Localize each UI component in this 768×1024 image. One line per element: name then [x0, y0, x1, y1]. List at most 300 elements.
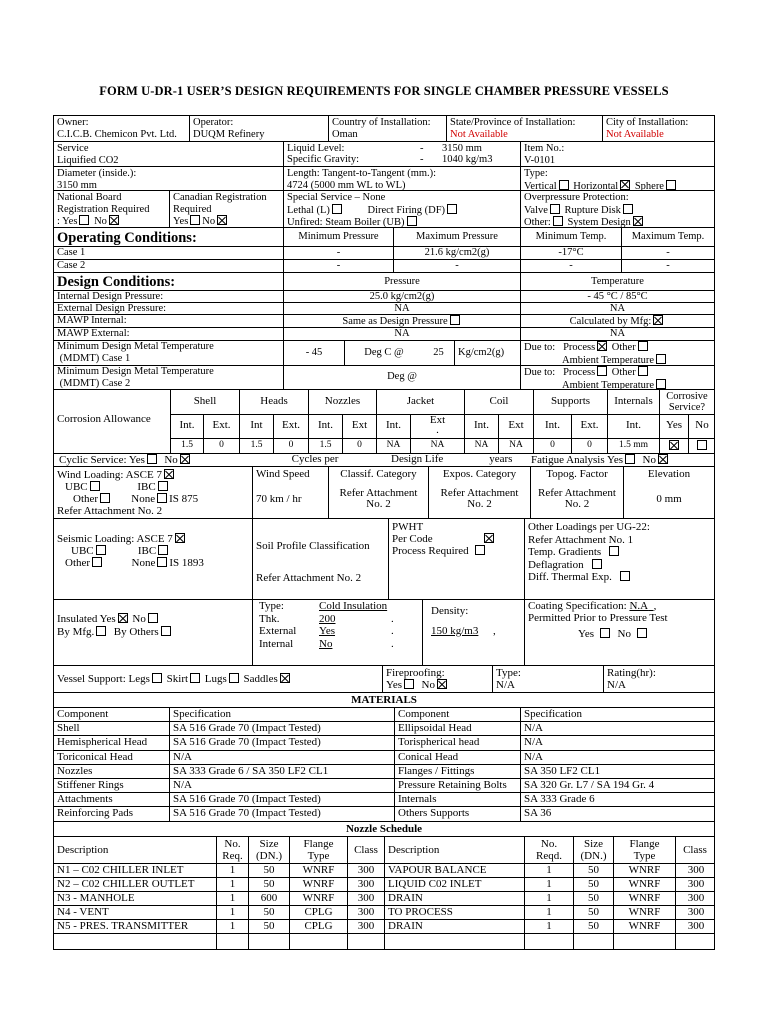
other-label: Other:: [524, 217, 551, 227]
nozzle-desc: DRAIN: [384, 892, 524, 905]
dot: .: [391, 612, 394, 625]
corrosion-sub-header: Ext.: [203, 414, 239, 438]
corrosion-value: 0: [273, 438, 308, 453]
nozzle-desc: VAPOUR BALANCE: [384, 864, 524, 877]
service-row: [54, 141, 714, 166]
material-specification: SA 333 Grade 6 / SA 350 LF2 CL1: [169, 765, 394, 778]
seismic-ubc-checkbox[interactable]: [96, 545, 106, 555]
dn-header-2: (DN.): [580, 850, 607, 862]
liquid-level-value: 3150 mm: [442, 143, 482, 154]
operator-label: Operator:: [193, 117, 234, 128]
material-specification: SA 516 Grade 70 (Impact Tested): [169, 736, 394, 749]
mawp-internal-row: [54, 314, 714, 327]
saddles-label: Saddles: [243, 673, 278, 685]
lethal-label: Lethal (L): [287, 204, 330, 216]
fatigue-no-checkbox[interactable]: [658, 454, 668, 464]
rupture-disk-label: Rupture Disk: [564, 204, 621, 216]
can-yes-checkbox[interactable]: [190, 215, 200, 225]
corrosive-label: Corrosive: [666, 391, 708, 402]
flange-header: Flange: [303, 838, 334, 850]
corrosion-value: 1.5: [308, 438, 342, 453]
operating-heading: Operating Conditions:: [57, 230, 197, 246]
same-as-design-label: Same as Design Pressure: [342, 316, 448, 327]
material-specification: N/A: [520, 751, 716, 764]
nozzle-no: 1: [524, 892, 573, 905]
nozzle-class: 300: [347, 864, 384, 877]
per-code-label: Per Code: [392, 533, 433, 545]
material-component: Internals: [394, 793, 520, 806]
material-component: Toriconical Head: [57, 750, 133, 763]
material-component: Hemispherical Head: [57, 736, 148, 749]
material-specification: SA 516 Grade 70 (Impact Tested): [169, 793, 394, 806]
nozzle-no: [524, 934, 573, 949]
materials-row: [54, 750, 714, 764]
kg-unit: Kg/cm2(g): [454, 341, 520, 365]
coat-yes-label: Yes: [578, 628, 595, 640]
materials-row: [54, 792, 714, 806]
nb-label: National Board: [57, 192, 122, 203]
overpressure-cell: [520, 191, 714, 227]
mdmt2-row: [54, 365, 714, 389]
other-checkbox[interactable]: [553, 216, 563, 226]
dash: -: [420, 143, 424, 154]
nozzle-row: [54, 863, 714, 877]
seismic-label: Seismic Loading: ASCE 7: [57, 533, 173, 545]
materials-col-header: Specification: [520, 708, 716, 721]
nozzle-header-row: [54, 836, 714, 863]
calculated-checkbox[interactable]: [653, 315, 663, 325]
permitted-prior-label: Permitted Prior to Pressure Test: [528, 612, 668, 624]
nozzle-desc: [54, 934, 216, 949]
nozzle-no: 1: [524, 906, 573, 919]
nozzle-flange: WNRF: [289, 878, 347, 891]
idt-value: - 45 °C / 85°C: [520, 291, 714, 302]
lugs-checkbox[interactable]: [229, 673, 239, 683]
mdmt1-other-checkbox[interactable]: [638, 341, 648, 351]
vertical-checkbox[interactable]: [559, 180, 569, 190]
coat-yes-checkbox[interactable]: [600, 628, 610, 638]
density-value: 150 kg/m3: [431, 625, 479, 637]
case1-label: Case 1: [57, 247, 86, 258]
horizontal-checkbox[interactable]: [620, 180, 630, 190]
topog-factor-label: Topog. Factor: [546, 468, 608, 480]
flange-type-header-2: Type: [633, 850, 656, 862]
wind-row: [54, 466, 714, 518]
corrosion-value: NA: [464, 438, 498, 453]
diameter-label: Diameter (inside.):: [57, 168, 137, 179]
corrosion-part-header: Nozzles: [308, 390, 376, 414]
deg-at-label: Deg @: [283, 366, 520, 389]
case1-max-pressure: 21.6 kg/cm2(g): [393, 247, 520, 259]
topog-refer-2: No. 2: [564, 498, 590, 510]
material-component: Attachments: [57, 793, 113, 806]
saddles-checkbox[interactable]: [280, 673, 290, 683]
nozzle-no: [216, 934, 248, 949]
wind-none-checkbox[interactable]: [157, 493, 167, 503]
city-cell: [602, 116, 714, 141]
mdmt2-ambient-checkbox[interactable]: [656, 379, 666, 389]
edp-value: NA: [283, 303, 520, 314]
fire-yes-label: Yes: [386, 679, 403, 691]
other-loadings-refer: Refer Attachment No. 1: [528, 533, 634, 546]
nozzle-size: 50: [573, 920, 613, 933]
valve-label: Valve: [524, 204, 548, 216]
size-header: Size: [259, 838, 279, 850]
owner-label: Owner:: [57, 117, 89, 128]
mdmt2-other-checkbox[interactable]: [638, 366, 648, 376]
corrosion-label: Corrosion Allowance: [57, 413, 151, 425]
corrosion-value: 0: [533, 438, 571, 453]
corrosion-value: NA: [376, 438, 410, 453]
seismic-other-label: Other: [65, 557, 91, 569]
design-header-row: [54, 272, 714, 290]
wind-label: Wind Loading: ASCE 7: [57, 469, 162, 481]
nozzle-class: 300: [675, 906, 716, 919]
fire-yes-checkbox[interactable]: [404, 679, 414, 689]
material-component: Nozzles: [57, 764, 93, 777]
seismic-row: [54, 518, 714, 599]
wind-other-label: Other: [73, 493, 99, 505]
unfired-checkbox[interactable]: [407, 216, 417, 226]
nozzle-desc: N3 - MANHOLE: [57, 892, 135, 904]
seismic-none-checkbox[interactable]: [157, 557, 167, 567]
operator-value: DUQM Refinery: [193, 128, 265, 140]
diff-thermal-label: Diff. Thermal Exp.: [528, 571, 612, 583]
coating-spec-value: N.A: [629, 600, 649, 612]
materials-row: [54, 735, 714, 749]
nozzle-flange: WNRF: [289, 864, 347, 877]
lethal-checkbox[interactable]: [332, 204, 342, 214]
seismic-asce-checkbox[interactable]: [175, 533, 185, 543]
nozzle-size: 50: [248, 864, 289, 877]
rupture-disk-checkbox[interactable]: [623, 204, 633, 214]
dot: .: [391, 625, 394, 637]
corrosion-sub-header: Yes: [659, 414, 688, 438]
material-specification: SA 350 LF2 CL1: [520, 765, 716, 778]
seismic-ibc-checkbox[interactable]: [158, 545, 168, 555]
corrosion-value: 1.5: [170, 438, 203, 453]
country-value: Oman: [332, 128, 358, 140]
case1-max-temp: -: [621, 247, 714, 259]
nozzle-desc-header: Description: [57, 844, 109, 856]
nb-no-checkbox[interactable]: [109, 215, 119, 225]
fatigue-yes-checkbox[interactable]: [625, 454, 635, 464]
seismic-none-label: None: [131, 557, 156, 569]
can-no-label: No: [202, 216, 216, 227]
size-header-2: Size: [584, 838, 603, 850]
corrosive-yes-checkbox[interactable]: [669, 440, 679, 450]
material-component: Stiffener Rings: [57, 779, 124, 791]
case2-min-temp: -: [520, 260, 621, 272]
sg-label: Specific Gravity:: [287, 154, 360, 165]
corrosion-value: NA: [410, 438, 464, 453]
degc-label: Deg C @: [344, 341, 423, 365]
nozzle-flange: [289, 934, 347, 949]
process-required-checkbox[interactable]: [475, 545, 485, 555]
flange-type-header: Type: [307, 850, 330, 862]
fatigue-label: Fatigue Analysis Yes: [531, 454, 623, 466]
nozzle-class: 300: [347, 906, 384, 919]
material-component: Flanges / Fittings: [394, 765, 520, 778]
corrosive-service-header: [659, 390, 714, 414]
classif-refer: Refer Attachment: [339, 486, 418, 499]
level-cell: [283, 142, 520, 166]
diameter-row: [54, 166, 714, 190]
corrosion-value: 0: [571, 438, 607, 453]
wind-asce-checkbox[interactable]: [164, 469, 174, 479]
mawp-external-label: MAWP External:: [57, 328, 130, 339]
materials-heading: MATERIALS: [351, 694, 417, 706]
nozzle-flange: WNRF: [613, 906, 675, 919]
reqd-header: Reqd.: [536, 850, 562, 862]
wind-other-checkbox[interactable]: [100, 493, 110, 503]
temp-gradients-checkbox[interactable]: [609, 546, 619, 556]
diameter-cell: [54, 167, 283, 190]
nozzle-class: 300: [675, 864, 716, 877]
nozzle-row: [54, 905, 714, 919]
direct-firing-checkbox[interactable]: [447, 204, 457, 214]
temp-gradients-label: Temp. Gradients: [528, 546, 602, 558]
diameter-value: 3150 mm: [57, 179, 97, 190]
coat-no-checkbox[interactable]: [637, 628, 647, 638]
materials-col-header: Specification: [169, 708, 394, 721]
diff-thermal-checkbox[interactable]: [620, 571, 630, 581]
rating-value: N/A: [607, 679, 626, 691]
by-others-label: By Others: [113, 626, 159, 638]
can-yes-label: Yes: [173, 216, 189, 227]
insul-external-label: External: [259, 625, 297, 637]
idp-label: Internal Design Pressure:: [57, 291, 164, 302]
fire-no-checkbox[interactable]: [437, 679, 447, 689]
corrosion-part-header: Heads: [239, 390, 308, 414]
sg-value: 1040 kg/m3: [442, 154, 493, 165]
corrosion-sub-header: Int.: [464, 414, 498, 438]
nozzle-size: [248, 934, 289, 949]
class-header-2: Class: [675, 837, 714, 863]
rating-label: Rating(hr):: [607, 667, 656, 679]
skirt-checkbox[interactable]: [190, 673, 200, 683]
nozzle-flange: WNRF: [613, 864, 675, 877]
corrosive-no-checkbox[interactable]: [697, 440, 707, 450]
country-cell: [328, 116, 446, 141]
horizontal-label: Horizontal: [573, 180, 619, 190]
by-mfg-label: By Mfg.: [57, 626, 95, 638]
nozzle-desc: [384, 934, 524, 949]
insul-internal-label: Internal: [259, 637, 294, 650]
fire-type-value: N/A: [496, 679, 515, 691]
nozzle-no: 1: [216, 920, 248, 933]
nb-yes-label: : Yes: [57, 216, 78, 227]
pwht-label: PWHT: [392, 521, 424, 533]
elevation-value: 0 mm: [656, 492, 682, 505]
design-life-label: Design Life: [391, 454, 444, 465]
legs-checkbox[interactable]: [152, 673, 162, 683]
expos-refer: Refer Attachment: [440, 486, 519, 499]
insulated-yes-checkbox[interactable]: [118, 613, 128, 623]
mdmt-case1-label: (MDMT) Case 1: [57, 352, 131, 364]
corrosion-sub-header: Int: [239, 414, 273, 438]
case1-min-temp: -17°C: [520, 247, 621, 259]
special-service-label: Special Service – None: [287, 192, 386, 203]
state-cell: [446, 116, 602, 141]
corrosive-no-cell[interactable]: [688, 438, 715, 453]
nozzle-no: 1: [216, 878, 248, 891]
nozzle-row: [54, 891, 714, 905]
material-specification: N/A: [520, 736, 716, 749]
nozzle-size: 50: [248, 906, 289, 919]
owner-value: C.I.C.B. Chemicon Pvt. Ltd.: [57, 128, 177, 140]
corrosion-sub-header: Int.: [607, 414, 659, 438]
req-header: Req.: [222, 850, 243, 862]
insul-external-value: Yes: [319, 625, 336, 637]
mdmt1-temp: - 45: [283, 341, 344, 365]
nozzle-size: 50: [573, 906, 613, 919]
sphere-checkbox[interactable]: [666, 180, 676, 190]
corrosion-sub-header: No: [688, 414, 715, 438]
nozzle-class: 300: [347, 878, 384, 891]
insulated-yes-label: Insulated Yes: [57, 613, 116, 625]
dash: -: [420, 154, 424, 165]
seismic-ubc-label: UBC: [71, 545, 94, 557]
nozzle-no: 1: [524, 864, 573, 877]
coating-spec-label: Coating Specification:: [528, 600, 627, 612]
max-pressure-header: Maximum Pressure: [393, 228, 520, 246]
canadian-cell: [169, 191, 283, 227]
ambient-label: Ambient Temperature: [562, 354, 655, 365]
cyclic-yes-checkbox[interactable]: [147, 454, 157, 464]
nb-yes-checkbox[interactable]: [79, 215, 89, 225]
overpressure-label: Overpressure Protection:: [524, 192, 629, 203]
nozzle-size: 600: [248, 892, 289, 905]
mdmt1-process-checkbox[interactable]: [597, 341, 607, 351]
insulation-row: [54, 599, 714, 665]
cyclic-label: Cyclic Service: Yes: [59, 454, 145, 466]
material-specification: SA 516 Grade 70 (Impact Tested): [169, 807, 394, 820]
country-label: Country of Installation:: [332, 117, 431, 128]
wind-ibc-checkbox[interactable]: [158, 481, 168, 491]
material-component: Shell: [57, 722, 80, 735]
temperature-header: Temperature: [520, 273, 714, 290]
nozzle-desc: TO PROCESS: [384, 906, 524, 919]
service-label: Service?: [668, 402, 706, 413]
nozzle-flange: CPLG: [289, 920, 347, 933]
nozzle-class: [675, 934, 716, 949]
nozzle-row: [54, 933, 714, 949]
insul-thk-label: Thk.: [259, 612, 280, 625]
case2-min-pressure: -: [283, 260, 393, 272]
mdmt-case2-label: (MDMT) Case 2: [57, 377, 131, 389]
service-label: Service: [57, 143, 89, 154]
per-code-checkbox[interactable]: [484, 533, 494, 543]
corrosion-sub-header: Ext.: [571, 414, 607, 438]
materials-col-header: Component: [394, 708, 520, 721]
corrosion-sub-header: Ext.: [273, 414, 308, 438]
system-design-label: System Design: [567, 217, 631, 227]
deflagration-label: Deflagration: [528, 558, 584, 571]
nozzle-flange: [613, 934, 675, 949]
insulated-no-checkbox[interactable]: [148, 613, 158, 623]
density-label: Density:: [431, 605, 469, 617]
nozzle-desc: DRAIN: [384, 920, 524, 933]
material-component: Reinforcing Pads: [57, 807, 134, 820]
deflagration-checkbox[interactable]: [592, 559, 602, 569]
edp-label: External Design Pressure:: [57, 303, 167, 314]
skirt-label: Skirt: [166, 673, 189, 685]
canadian-label: Canadian Registration: [173, 192, 267, 203]
wind-ubc-checkbox[interactable]: [90, 481, 100, 491]
other-label: Other: [611, 342, 636, 353]
insul-type-value: Cold Insulation: [319, 600, 388, 612]
seismic-other-checkbox[interactable]: [92, 557, 102, 567]
nozzle-size: 50: [573, 892, 613, 905]
nozzle-no: 1: [216, 864, 248, 877]
by-mfg-checkbox[interactable]: [96, 626, 106, 636]
same-as-design-checkbox[interactable]: [450, 315, 460, 325]
cyclic-no-label: No: [164, 454, 178, 466]
system-design-checkbox[interactable]: [633, 216, 643, 226]
nozzle-row: [54, 877, 714, 891]
can-no-checkbox[interactable]: [217, 215, 227, 225]
corrosion-value: 0: [342, 438, 376, 453]
case2-row: [54, 259, 714, 272]
corrosion-part-header: Coil: [464, 390, 533, 414]
no-header-2: No.: [540, 838, 558, 850]
edt-value: NA: [520, 303, 714, 314]
nozzle-no: 1: [524, 920, 573, 933]
material-component: Ellipsoidal Head: [394, 722, 520, 735]
topog-refer: Refer Attachment: [538, 486, 616, 499]
expos-refer-2: No. 2: [467, 498, 492, 510]
lugs-label: Lugs: [204, 673, 227, 685]
material-component: Conical Head: [394, 751, 520, 764]
corrosion-sub-header: Ext: [498, 414, 533, 438]
length-value: 4724 (5000 mm WL to WL): [287, 179, 406, 190]
material-specification: SA 516 Grade 70 (Impact Tested): [169, 722, 394, 735]
mawp-external-temp: NA: [520, 328, 714, 340]
seismic-refer: Refer Attachment No. 2: [256, 572, 362, 584]
mawp-external-row: [54, 327, 714, 340]
idp-row: [54, 290, 714, 302]
nozzle-heading-row: [54, 821, 714, 836]
wind-speed-label: Wind Speed: [256, 468, 310, 480]
cyclic-no-checkbox[interactable]: [180, 454, 190, 464]
nozzle-flange: WNRF: [289, 892, 347, 905]
nozzle-size: [573, 934, 613, 949]
corrosion-part-header: Internals: [607, 390, 659, 414]
wind-refer: Refer Attachment No. 2: [57, 505, 163, 517]
corrosive-yes-cell[interactable]: [659, 438, 688, 453]
min-temp-header: Minimum Temp.: [520, 228, 621, 246]
coat-no-label: No: [617, 628, 631, 640]
design-requirements-form: [53, 115, 715, 950]
unfired-label: Unfired: Steam Boiler (UB): [287, 217, 405, 227]
valve-checkbox[interactable]: [550, 204, 560, 214]
other-label: Other: [611, 367, 636, 378]
corrosion-value: 1.5 mm: [607, 438, 659, 453]
dot: .: [436, 424, 439, 436]
elevation-label: Elevation: [647, 468, 691, 480]
seismic-ibc-label: IBC: [137, 545, 157, 557]
expos-category-label: Expos. Category: [442, 468, 517, 480]
by-others-checkbox[interactable]: [161, 626, 171, 636]
classif-category-label: Classif. Category: [340, 468, 417, 480]
mdmt1-pressure: 25: [433, 347, 444, 358]
pressure-header: Pressure: [283, 273, 520, 290]
material-component: Others Supports: [394, 807, 520, 820]
mdmt1-ambient-checkbox[interactable]: [656, 354, 666, 364]
mdmt2-process-checkbox[interactable]: [597, 366, 607, 376]
materials-row: [54, 806, 714, 820]
